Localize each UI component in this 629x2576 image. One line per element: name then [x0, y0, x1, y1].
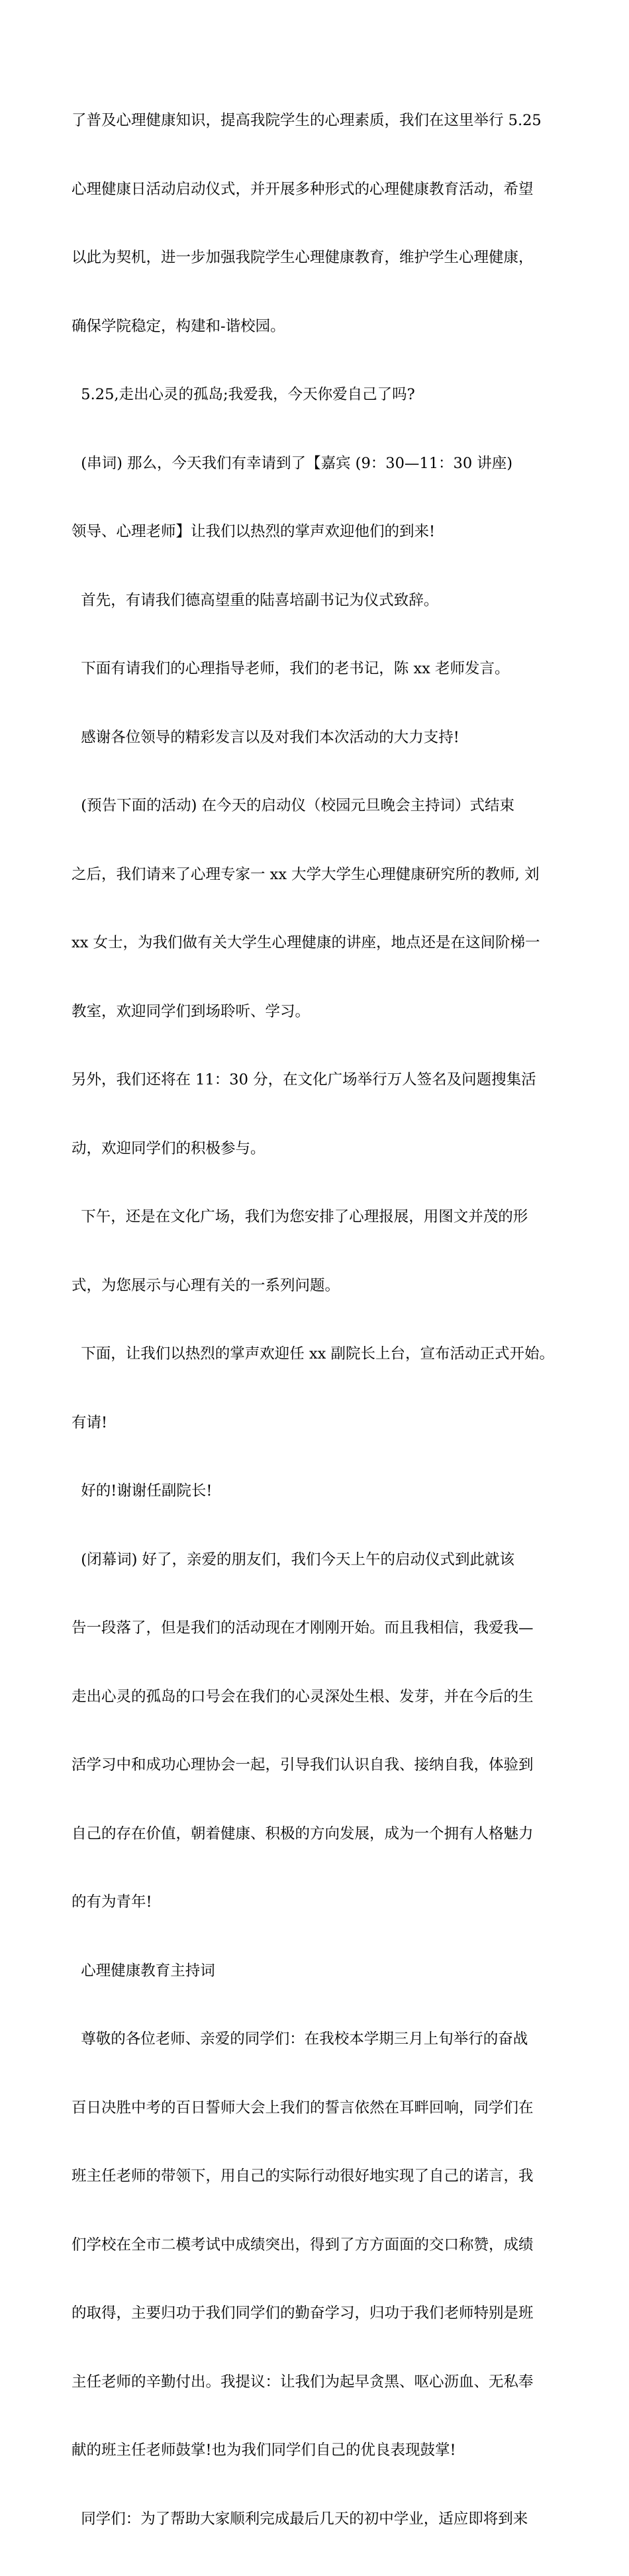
text-line: 感谢各位领导的精彩发言以及对我们本次活动的大力支持!	[72, 728, 460, 746]
text-line: 主任老师的辛勤付出。我提议：让我们为起早贪黑、呕心沥血、无私奉	[72, 2373, 534, 2391]
text-line: 以此为契机，进一步加强我院学生心理健康教育，维护学生心理健康，	[72, 249, 534, 266]
text-line: 5.25,走出心灵的孤岛;我爱我，今天你爱自己了吗?	[72, 386, 415, 403]
text-line: 心理健康日活动启动仪式，并开展多种形式的心理健康教育活动，希望	[72, 180, 534, 198]
document-body	[72, 64, 561, 2576]
text-line: 心理健康教育主持词	[72, 1962, 215, 1980]
text-line: 领导、心理老师】让我们以热烈的掌声欢迎他们的到来!	[72, 523, 436, 540]
text-line: 下面，让我们以热烈的掌声欢迎任 xx 副院长上台，宣布活动正式开始。	[72, 1345, 554, 1362]
text-line: 献的班主任老师鼓掌!也为我们同学们自己的优良表现鼓掌!	[72, 2442, 456, 2459]
text-line: 动，欢迎同学们的积极参与。	[72, 1139, 266, 1157]
text-line: 之后，我们请来了心理专家一 xx 大学大学生心理健康研究所的教师, 刘	[72, 865, 540, 883]
text-line: 另外，我们还将在 11：30 分，在文化广场举行万人签名及问题搜集活	[72, 1071, 536, 1088]
text-line: 活学习中和成功心理协会一起，引导我们认识自我、接纳自我，体验到	[72, 1756, 534, 1774]
text-line: 的有为青年!	[72, 1893, 152, 1911]
text-line: xx 女士，为我们做有关大学生心理健康的讲座，地点还是在这间阶梯一	[72, 934, 540, 951]
text-line: (串词) 那么，今天我们有幸请到了【嘉宾 (9：30—11：30 讲座)	[72, 454, 513, 472]
text-line: (预告下面的活动) 在今天的启动仪（校园元旦晚会主持词）式结束	[72, 797, 515, 814]
text-line: 走出心灵的孤岛的口号会在我们的心灵深处生根、发芽，并在今后的生	[72, 1688, 534, 1705]
text-line: (闭幕词) 好了，亲爱的朋友们，我们今天上午的启动仪式到此就该	[72, 1550, 515, 1568]
text-line: 下面有请我们的心理指导老师，我们的老书记，陈 xx 老师发言。	[72, 660, 510, 677]
text-line: 们学校在全市二模考试中成绩突出，得到了方方面面的交口称赞，成绩	[72, 2236, 534, 2254]
text-line: 首先，有请我们德高望重的陆喜培副书记为仪式致辞。	[72, 591, 439, 609]
text-line: 班主任老师的带领下，用自己的实际行动很好地实现了自己的诺言，我	[72, 2168, 534, 2185]
text-line: 确保学院稳定，构建和-谐校园。	[72, 317, 285, 335]
text-line: 百日决胜中考的百日誓师大会上我们的誓言依然在耳畔回响，同学们在	[72, 2099, 534, 2117]
text-line: 式，为您展示与心理有关的一系列问题。	[72, 1276, 340, 1294]
text-line: 尊敬的各位老师、亲爱的同学们：在我校本学期三月上旬举行的奋战	[72, 2030, 528, 2048]
text-line: 同学们：为了帮助大家顺利完成最后几天的初中学业，适应即将到来	[72, 2510, 528, 2528]
text-line: 了普及心理健康知识，提高我院学生的心理素质，我们在这里举行 5.25	[72, 112, 542, 129]
text-line: 好的!谢谢任副院长!	[72, 1482, 213, 1500]
text-line: 告一段落了，但是我们的活动现在才刚刚开始。而且我相信，我爱我—	[72, 1619, 534, 1637]
text-line: 的取得，主要归功于我们同学们的勤奋学习，归功于我们老师特别是班	[72, 2305, 534, 2322]
text-line: 有请!	[72, 1413, 108, 1431]
text-line: 自己的存在价值，朝着健康、积极的方向发展，成为一个拥有人格魅力	[72, 1825, 534, 1842]
text-line: 下午，还是在文化广场，我们为您安排了心理报展，用图文并茂的形	[72, 1208, 528, 1225]
text-line: 教室，欢迎同学们到场聆听、学习。	[72, 1002, 311, 1020]
